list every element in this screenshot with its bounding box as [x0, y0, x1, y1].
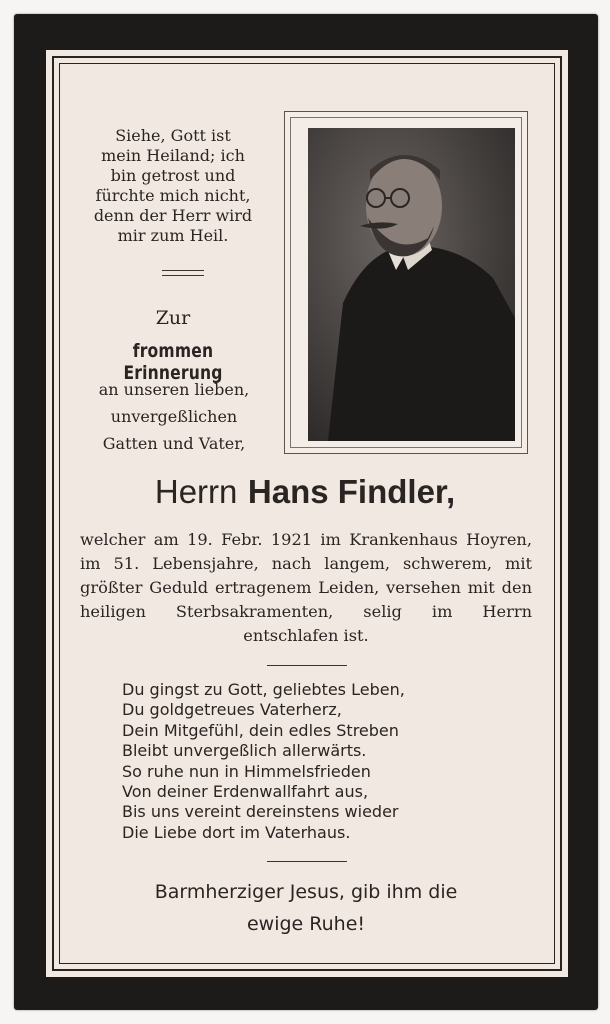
poem-line: Von deiner Erdenwallfahrt aus, — [122, 782, 369, 802]
divider-double-top — [162, 270, 204, 271]
poem-line: Dein Mitgefühl, dein edles Streben — [122, 720, 399, 740]
portrait-photo — [308, 128, 515, 441]
poem-line: Bleibt unvergeßlich allerwärts. — [122, 741, 367, 761]
full-name: Hans Findler, — [247, 473, 456, 510]
dedication — [70, 376, 278, 457]
death-notice: welcher am 19. Febr. 1921 im Krankenhaus Hoyren, im 51. Lebensjahre, nach langem, schwerem, mit größter Geduld ertragenem Leiden, versehen mit den heiligen Sterbsakramenten, selig im Herrn entschlafen ist. — [80, 530, 532, 645]
poem-line: Bis uns vereint dereinstens wieder — [122, 802, 399, 822]
name-prefix: Herrn — [154, 473, 238, 510]
poem-line: Du goldgetreues Vaterherz, — [122, 700, 342, 720]
divider-top — [267, 665, 347, 666]
verse-line: bin getrost und — [110, 166, 236, 185]
divider-bottom — [267, 861, 347, 862]
closing-prayer — [90, 876, 522, 940]
memorial-poem — [122, 680, 522, 843]
deceased-name — [60, 470, 550, 514]
divider-double-bottom — [162, 275, 204, 276]
portrait-icon — [308, 128, 515, 441]
verse-line: fürchte mich nicht, — [95, 186, 251, 205]
dedication-line: Gatten und Vater, — [102, 434, 246, 453]
verse-line: denn der Herr wird — [93, 206, 253, 225]
prayer-line: Barmherziger Jesus, gib ihm die — [154, 881, 458, 903]
verse-line: mein Heiland; ich — [101, 146, 245, 165]
zur-heading: Zur — [155, 307, 191, 329]
prayer-line: ewige Ruhe! — [246, 913, 366, 935]
verse-line: Siehe, Gott ist — [115, 126, 231, 145]
dedication-line: unvergeßlichen — [110, 407, 238, 426]
poem-line: Du gingst zu Gott, geliebtes Leben, — [122, 680, 405, 699]
dedication-line: an unseren lieben, — [98, 380, 250, 399]
frommen-heading: frommen Erinnerung — [123, 340, 223, 384]
bible-verse — [78, 126, 268, 246]
poem-line: So ruhe nun in Himmelsfrieden — [122, 761, 371, 781]
verse-line: mir zum Heil. — [117, 226, 229, 245]
poem-line: Die Liebe dort im Vaterhaus. — [122, 822, 351, 842]
